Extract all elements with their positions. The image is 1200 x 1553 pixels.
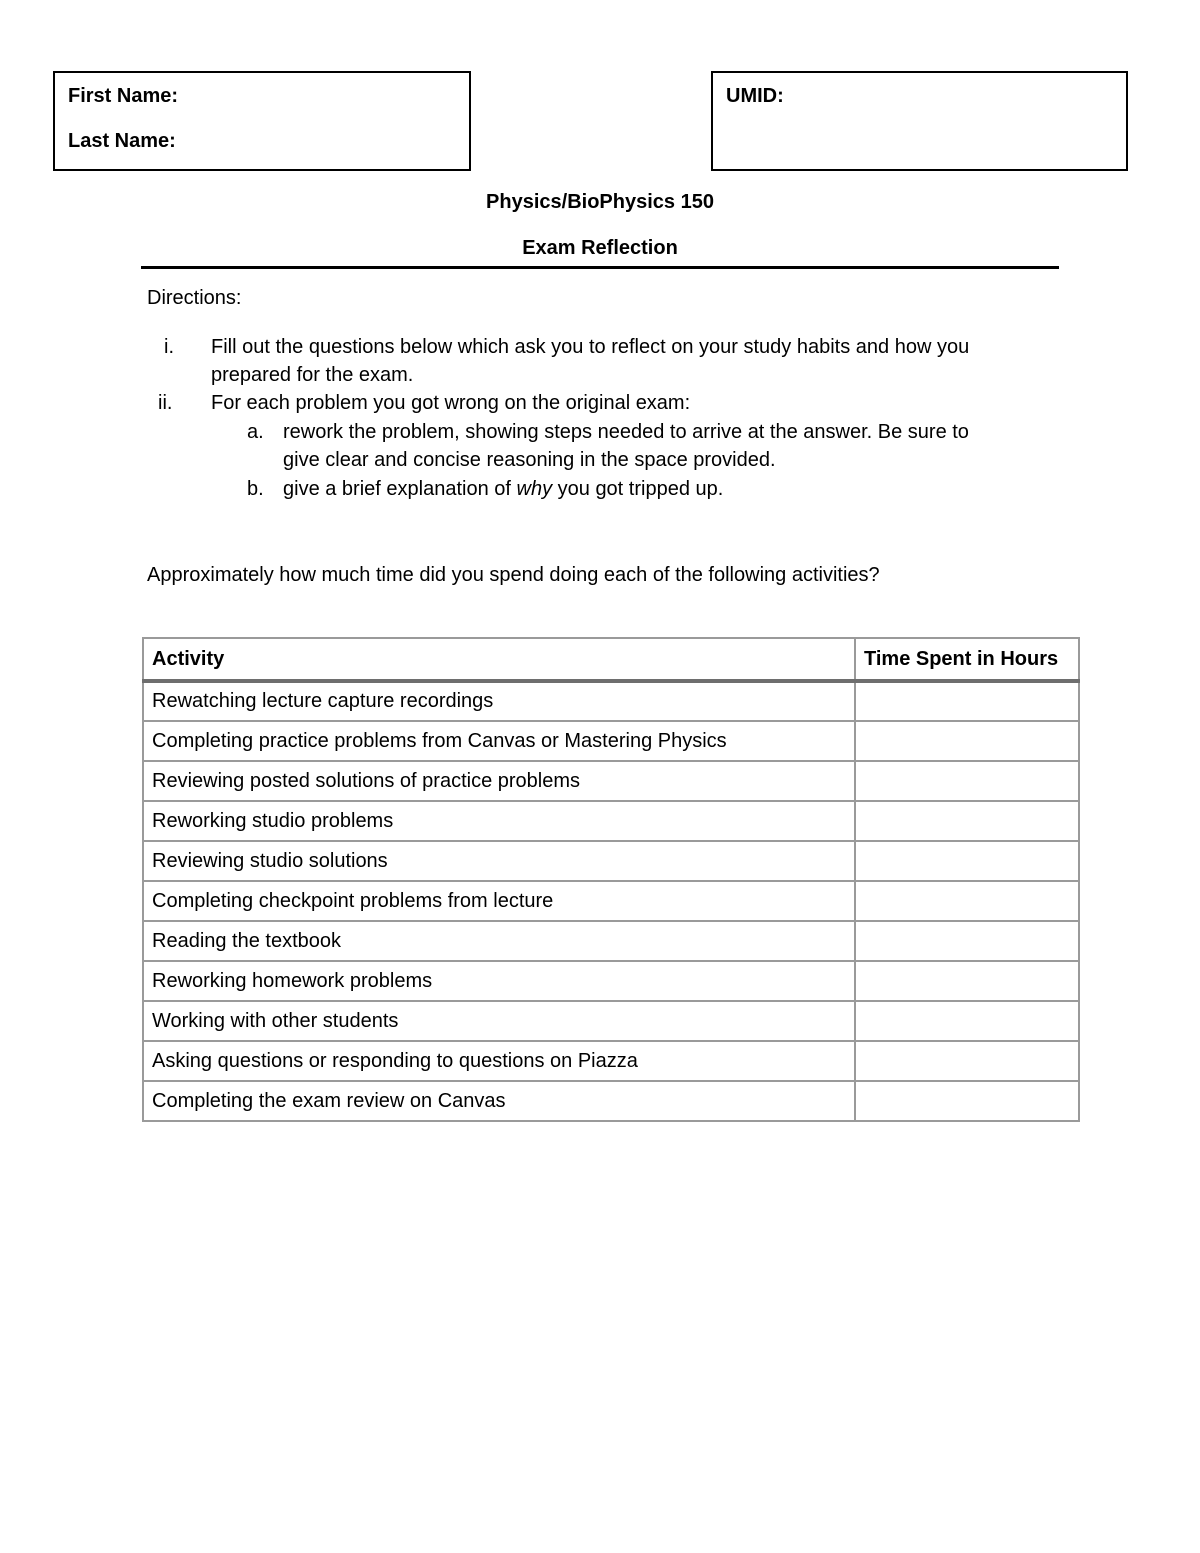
subitem-text: give a brief explanation of [283, 478, 517, 500]
table-row [143, 841, 1079, 881]
document-title: Exam Reflection [522, 237, 678, 259]
hours-cell[interactable] [855, 881, 1079, 921]
table-row [143, 681, 1079, 721]
table-header-row [143, 638, 1079, 681]
table-row [143, 1001, 1079, 1041]
direction-subitem [283, 475, 723, 503]
subitem-text: you got tripped up. [552, 478, 724, 500]
activity-cell: Reviewing studio solutions [143, 841, 855, 881]
direction-text: prepared for the exam. [211, 364, 414, 386]
activity-cell: Reworking studio problems [143, 801, 855, 841]
direction-marker: i. [164, 336, 174, 358]
hours-cell[interactable] [855, 961, 1079, 1001]
table-row [143, 881, 1079, 921]
column-header-activity: Activity [143, 638, 855, 681]
activity-cell: Completing the exam review on Canvas [143, 1081, 855, 1121]
direction-marker: ii. [158, 392, 173, 414]
table-row [143, 961, 1079, 1001]
hours-cell[interactable] [855, 1041, 1079, 1081]
hours-cell[interactable] [855, 801, 1079, 841]
subitem-marker: b. [247, 478, 264, 500]
activity-cell: Working with other students [143, 1001, 855, 1041]
activities-table [142, 637, 1080, 1122]
subitem-marker: a. [247, 421, 264, 443]
hours-cell[interactable] [855, 1001, 1079, 1041]
direction-item [211, 389, 690, 417]
direction-text: Fill out the questions below which ask you to reflect on your study habits and how you [211, 336, 970, 358]
time-question: Approximately how much time did you spend doing each of the following activities? [147, 564, 880, 586]
activity-cell: Reading the textbook [143, 921, 855, 961]
table-row [143, 1041, 1079, 1081]
direction-subitem [283, 418, 969, 474]
hours-cell[interactable] [855, 841, 1079, 881]
column-header-hours: Time Spent in Hours [855, 638, 1079, 681]
activity-cell: Completing practice problems from Canvas or Mastering Physics [143, 721, 855, 761]
first-name-label: First Name: [68, 85, 179, 107]
emphasis-text: why [516, 478, 553, 500]
table-row [143, 801, 1079, 841]
activity-cell: Rewatching lecture capture recordings [143, 681, 855, 721]
subitem-text: rework the problem, showing steps needed to arrive at the answer. Be sure to [283, 421, 969, 443]
direction-item [211, 333, 969, 389]
name-box [53, 71, 471, 171]
course-title: Physics/BioPhysics 150 [486, 191, 714, 213]
table-row [143, 761, 1079, 801]
hours-cell[interactable] [855, 761, 1079, 801]
hours-cell[interactable] [855, 1081, 1079, 1121]
directions-heading: Directions: [147, 287, 242, 309]
activity-cell: Reviewing posted solutions of practice problems [143, 761, 855, 801]
umid-label: UMID: [726, 85, 784, 107]
table-row [143, 1081, 1079, 1121]
umid-box [711, 71, 1128, 171]
hours-cell[interactable] [855, 921, 1079, 961]
table-row [143, 921, 1079, 961]
hours-cell[interactable] [855, 721, 1079, 761]
activity-cell: Asking questions or responding to questions on Piazza [143, 1041, 855, 1081]
hours-cell[interactable] [855, 681, 1079, 721]
table-row [143, 721, 1079, 761]
title-divider [141, 266, 1059, 269]
subitem-text: give clear and concise reasoning in the space provided. [283, 449, 776, 471]
activity-cell: Reworking homework problems [143, 961, 855, 1001]
last-name-label: Last Name: [68, 130, 176, 152]
activity-cell: Completing checkpoint problems from lecture [143, 881, 855, 921]
direction-text: For each problem you got wrong on the original exam: [211, 392, 691, 414]
